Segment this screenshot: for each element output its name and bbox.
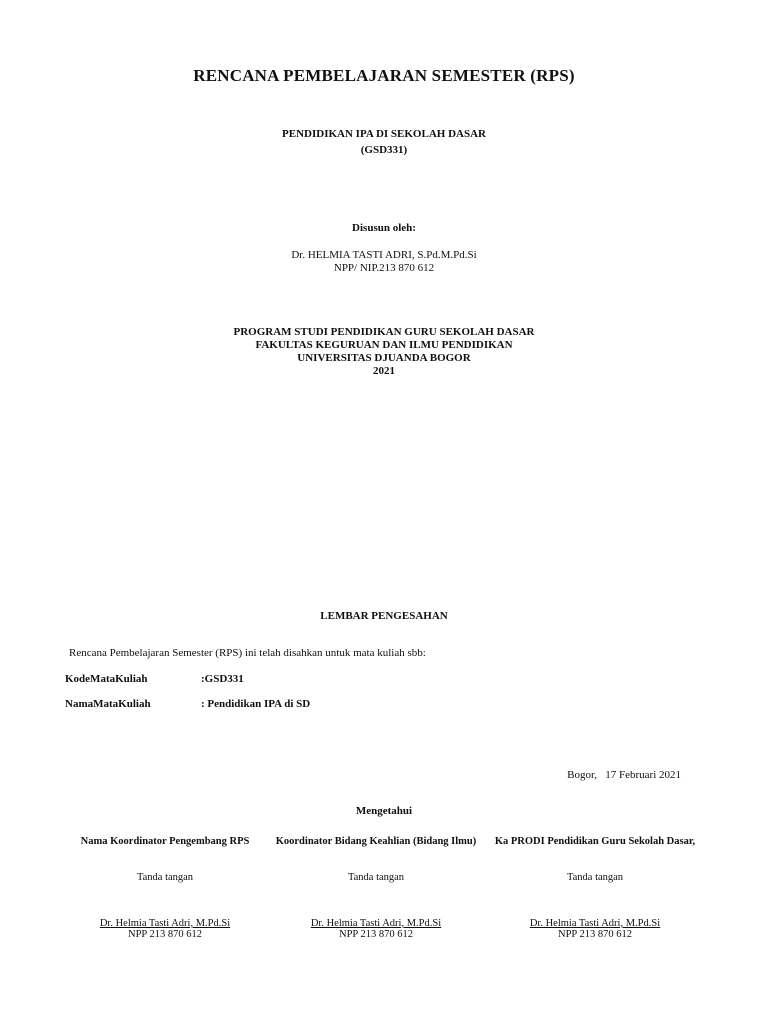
signatory-id: NPP 213 870 612	[339, 929, 413, 940]
prepared-by-label: Disusun oleh:	[352, 222, 416, 234]
signatory-role: Ka PRODI Pendidikan Guru Sekolah Dasar,	[494, 836, 696, 847]
signatory-3	[470, 836, 720, 940]
field-value-course-code: :GSD331	[201, 673, 244, 685]
approval-intro: Rencana Pembelajaran Semester (RPS) ini telah disahkan untuk mata kuliah sbb:	[69, 647, 426, 659]
approval-heading: LEMBAR PENGESAHAN	[320, 610, 448, 622]
signatory-name: Dr. Helmia Tasti Adri, M.Pd.Si	[310, 918, 442, 929]
signature-placeholder: Tanda tangan	[566, 872, 624, 883]
institution-line-year: 2021	[373, 365, 395, 377]
course-code: (GSD331)	[360, 144, 408, 156]
signature-placeholder: Tanda tangan	[347, 872, 405, 883]
institution-line-university: UNIVERSITAS DJUANDA BOGOR	[297, 352, 471, 364]
institution-line-program: PROGRAM STUDI PENDIDIKAN GURU SEKOLAH DASAR	[233, 326, 535, 338]
field-label-course-code: KodeMataKuliah	[65, 673, 148, 685]
place-date: Bogor, 17 Februari 2021	[567, 769, 681, 781]
institution-block	[0, 326, 768, 378]
signatory-role: Nama Koordinator Pengembang RPS	[80, 836, 250, 847]
signatory-role: Koordinator Bidang Keahlian (Bidang Ilmu)	[275, 836, 477, 847]
institution-line-faculty: FAKULTAS KEGURUAN DAN ILMU PENDIDIKAN	[255, 339, 513, 351]
signatory-name: Dr. Helmia Tasti Adri, M.Pd.Si	[99, 918, 231, 929]
field-label-course-name: NamaMataKuliah	[65, 698, 151, 710]
signatory-id: NPP 213 870 612	[128, 929, 202, 940]
document-title: RENCANA PEMBELAJARAN SEMESTER (RPS)	[193, 66, 575, 85]
author-id: NPP/ NIP.213 870 612	[333, 262, 435, 274]
course-name: PENDIDIKAN IPA DI SEKOLAH DASAR	[282, 128, 486, 140]
field-value-course-name: : Pendidikan IPA di SD	[201, 698, 311, 710]
signatory-name: Dr. Helmia Tasti Adri, M.Pd.Si	[529, 918, 661, 929]
signatory-id: NPP 213 870 612	[558, 929, 632, 940]
acknowledged-label: Mengetahui	[355, 805, 413, 817]
signature-placeholder: Tanda tangan	[136, 872, 194, 883]
signatory-2	[251, 836, 501, 940]
author-name: Dr. HELMIA TASTI ADRI, S.Pd.M.Pd.Si	[291, 249, 477, 261]
